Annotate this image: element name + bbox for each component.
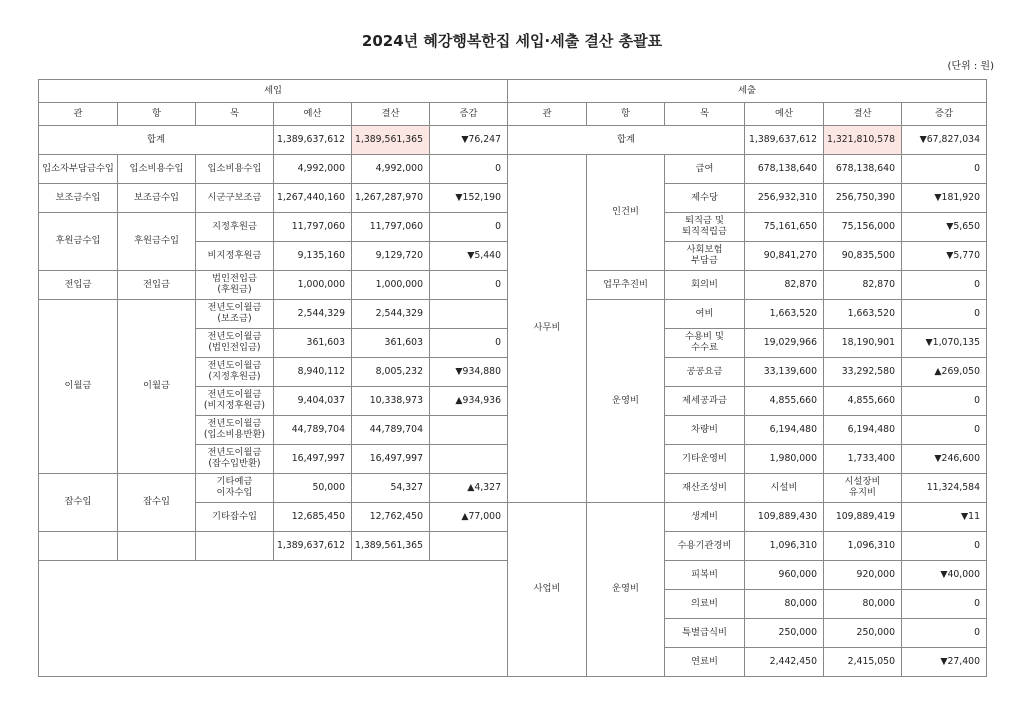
income-budget: 11,797,060 [274, 213, 352, 242]
expense-mok: 여비 [665, 300, 745, 329]
income-gwan: 전입금 [39, 271, 118, 300]
expense-mok: 급여 [665, 155, 745, 184]
income-budget: 16,497,997 [274, 445, 352, 474]
expense-settlement: 920,000 [824, 561, 902, 590]
col-header-budget: 예산 [745, 103, 824, 126]
expense-budget: 109,889,430 [745, 503, 824, 532]
expense-mok: 피복비 [665, 561, 745, 590]
income-budget: 1,267,440,160 [274, 184, 352, 213]
expense-mok: 특별급식비 [665, 619, 745, 648]
income-hang: 이월금 [118, 300, 196, 474]
expense-mok: 기타운영비 [665, 445, 745, 474]
income-budget: 8,940,112 [274, 358, 352, 387]
income-empty-area [39, 561, 508, 677]
expense-settlement: 33,292,580 [824, 358, 902, 387]
income-diff: ▲934,936 [430, 387, 508, 416]
expense-budget: 960,000 [745, 561, 824, 590]
expense-budget: 6,194,480 [745, 416, 824, 445]
expense-hang: 인건비 [587, 155, 665, 271]
income-gwan: 이월금 [39, 300, 118, 474]
income-budget: 1,000,000 [274, 271, 352, 300]
income-settlement: 1,267,287,970 [352, 184, 430, 213]
col-header-diff: 증감 [902, 103, 987, 126]
income-mok: 전년도이월금 (지정후원금) [196, 358, 274, 387]
expense-hang: 업무추진비 [587, 271, 665, 300]
col-header-gwan: 관 [39, 103, 118, 126]
expense-budget: 256,932,310 [745, 184, 824, 213]
expense-diff: 0 [902, 619, 987, 648]
expense-total-label: 합계 [508, 126, 745, 155]
income-settlement: 361,603 [352, 329, 430, 358]
expense-mok: 연료비 [665, 648, 745, 677]
expense-mok: 공공요금 [665, 358, 745, 387]
expense-budget: 75,161,650 [745, 213, 824, 242]
expense-mok: 수용기관경비 [665, 532, 745, 561]
expense-mok: 의료비 [665, 590, 745, 619]
expense-budget: 33,139,600 [745, 358, 824, 387]
col-header-diff: 증감 [430, 103, 508, 126]
income-budget: 50,000 [274, 474, 352, 503]
income-mok: 전년도이월금 (비지정후원금) [196, 387, 274, 416]
expense-header: 세출 [508, 80, 987, 103]
expense-total-budget: 1,389,637,612 [745, 126, 824, 155]
income-diff: 0 [430, 155, 508, 184]
income-mok: 기타예금 이자수입 [196, 474, 274, 503]
settlement-table [38, 79, 987, 677]
income-budget: 9,135,160 [274, 242, 352, 271]
income-mok: 법인전입금 (후원금) [196, 271, 274, 300]
expense-budget: 1,096,310 [745, 532, 824, 561]
expense-settlement: 80,000 [824, 590, 902, 619]
income-diff: ▲4,327 [430, 474, 508, 503]
expense-gwan: 사업비 [508, 503, 587, 677]
expense-settlement: 250,000 [824, 619, 902, 648]
income-gwan: 잡수입 [39, 474, 118, 532]
col-header-gwan: 관 [508, 103, 587, 126]
expense-total-settlement: 1,321,810,578 [824, 126, 902, 155]
expense-diff: 0 [902, 416, 987, 445]
income-settlement: 8,005,232 [352, 358, 430, 387]
expense-diff: ▲269,050 [902, 358, 987, 387]
expense-diff: ▼11 [902, 503, 987, 532]
income-budget: 44,789,704 [274, 416, 352, 445]
col-header-mok: 목 [665, 103, 745, 126]
expense-diff: 0 [902, 300, 987, 329]
expense-hang: 운영비 [587, 503, 665, 677]
expense-budget: 1,663,520 [745, 300, 824, 329]
col-header-settlement: 결산 [352, 103, 430, 126]
expense-settlement: 109,889,419 [824, 503, 902, 532]
expense-settlement: 1,096,310 [824, 532, 902, 561]
expense-diff: ▼181,920 [902, 184, 987, 213]
income-diff: ▼934,880 [430, 358, 508, 387]
expense-settlement: 1,663,520 [824, 300, 902, 329]
unit-label: (단위 : 원) [947, 61, 994, 72]
income-settlement: 54,327 [352, 474, 430, 503]
expense-settlement: 1,733,400 [824, 445, 902, 474]
income-hang: 후원금수입 [118, 213, 196, 271]
income-subtotal-empty [118, 532, 196, 561]
income-header: 세입 [39, 80, 508, 103]
col-header-settlement: 결산 [824, 103, 902, 126]
expense-mok: 차량비 [665, 416, 745, 445]
income-mok: 전년도이월금 (입소비용반환) [196, 416, 274, 445]
expense-hang: 운영비 [587, 300, 665, 503]
expense-settlement: 82,870 [824, 271, 902, 300]
expense-mok: 시설장비 유지비 [824, 474, 902, 503]
income-hang: 전입금 [118, 271, 196, 300]
expense-diff: ▼246,600 [902, 445, 987, 474]
income-subtotal-budget: 1,389,637,612 [274, 532, 352, 561]
expense-mok: 제수당 [665, 184, 745, 213]
income-subtotal-empty [430, 532, 508, 561]
income-mok: 입소비용수입 [196, 155, 274, 184]
expense-diff: ▼5,650 [902, 213, 987, 242]
income-settlement: 12,762,450 [352, 503, 430, 532]
expense-budget: 82,870 [745, 271, 824, 300]
expense-mok: 수용비 및 수수료 [665, 329, 745, 358]
expense-budget: 2,442,450 [745, 648, 824, 677]
col-header-hang: 항 [118, 103, 196, 126]
expense-settlement: 256,750,390 [824, 184, 902, 213]
expense-mok: 사회보험 부담금 [665, 242, 745, 271]
income-settlement: 2,544,329 [352, 300, 430, 329]
expense-budget: 4,855,660 [745, 387, 824, 416]
income-gwan: 입소자부담금수입 [39, 155, 118, 184]
income-gwan: 후원금수입 [39, 213, 118, 271]
expense-settlement: 4,855,660 [824, 387, 902, 416]
expense-diff: ▼40,000 [902, 561, 987, 590]
income-diff [430, 445, 508, 474]
expense-budget: 1,980,000 [745, 445, 824, 474]
expense-diff: 0 [902, 271, 987, 300]
expense-settlement: 6,194,480 [824, 416, 902, 445]
income-diff [430, 416, 508, 445]
income-hang: 잡수입 [118, 474, 196, 532]
income-settlement: 10,338,973 [352, 387, 430, 416]
income-diff: 0 [430, 271, 508, 300]
income-hang: 보조금수입 [118, 184, 196, 213]
income-total-diff: ▼76,247 [430, 126, 508, 155]
income-diff: ▲77,000 [430, 503, 508, 532]
expense-gwan: 재산조성비 [665, 474, 745, 503]
expense-mok: 회의비 [665, 271, 745, 300]
expense-diff: 0 [902, 590, 987, 619]
expense-settlement: 18,190,901 [824, 329, 902, 358]
income-settlement: 9,129,720 [352, 242, 430, 271]
expense-budget: 90,841,270 [745, 242, 824, 271]
income-diff [430, 300, 508, 329]
expense-settlement: 678,138,640 [824, 155, 902, 184]
expense-diff: ▼5,770 [902, 242, 987, 271]
income-total-settlement: 1,389,561,365 [352, 126, 430, 155]
expense-diff: 0 [902, 387, 987, 416]
col-header-budget: 예산 [274, 103, 352, 126]
income-budget: 2,544,329 [274, 300, 352, 329]
income-total-budget: 1,389,637,612 [274, 126, 352, 155]
income-mok: 시군구보조금 [196, 184, 274, 213]
expense-budget: 19,029,966 [745, 329, 824, 358]
income-mok: 지정후원금 [196, 213, 274, 242]
income-diff: 0 [430, 329, 508, 358]
income-budget: 12,685,450 [274, 503, 352, 532]
income-budget: 9,404,037 [274, 387, 352, 416]
income-diff: ▼5,440 [430, 242, 508, 271]
income-hang: 입소비용수입 [118, 155, 196, 184]
expense-hang: 시설비 [745, 474, 824, 503]
expense-mok: 퇴직금 및 퇴직적립금 [665, 213, 745, 242]
income-subtotal-empty [196, 532, 274, 561]
income-budget: 361,603 [274, 329, 352, 358]
expense-total-diff: ▼67,827,034 [902, 126, 987, 155]
expense-budget: 11,324,584 [902, 474, 987, 503]
income-budget: 4,992,000 [274, 155, 352, 184]
expense-mok: 제세공과금 [665, 387, 745, 416]
income-diff: 0 [430, 213, 508, 242]
income-gwan: 보조금수입 [39, 184, 118, 213]
page-title: 2024년 혜강행복한집 세입·세출 결산 총괄표 [361, 32, 663, 50]
income-mok: 전년도이월금 (잡수입반환) [196, 445, 274, 474]
expense-gwan: 사무비 [508, 155, 587, 503]
col-header-mok: 목 [196, 103, 274, 126]
income-mok: 기타잡수입 [196, 503, 274, 532]
income-mok: 전년도이월금 (보조금) [196, 300, 274, 329]
income-diff: ▼152,190 [430, 184, 508, 213]
income-subtotal-empty [39, 532, 118, 561]
expense-diff: ▼1,070,135 [902, 329, 987, 358]
expense-diff: ▼27,400 [902, 648, 987, 677]
income-settlement: 11,797,060 [352, 213, 430, 242]
expense-diff: 0 [902, 532, 987, 561]
expense-settlement: 90,835,500 [824, 242, 902, 271]
expense-budget: 80,000 [745, 590, 824, 619]
income-settlement: 1,000,000 [352, 271, 430, 300]
income-subtotal-settlement: 1,389,561,365 [352, 532, 430, 561]
income-settlement: 16,497,997 [352, 445, 430, 474]
expense-mok: 생계비 [665, 503, 745, 532]
income-settlement: 44,789,704 [352, 416, 430, 445]
income-settlement: 4,992,000 [352, 155, 430, 184]
expense-settlement: 2,415,050 [824, 648, 902, 677]
expense-budget: 678,138,640 [745, 155, 824, 184]
col-header-hang: 항 [587, 103, 665, 126]
income-mok: 비지정후원금 [196, 242, 274, 271]
expense-diff: 0 [902, 155, 987, 184]
income-total-label: 합계 [39, 126, 274, 155]
income-mok: 전년도이월금 (법인전입금) [196, 329, 274, 358]
expense-budget: 250,000 [745, 619, 824, 648]
expense-settlement: 75,156,000 [824, 213, 902, 242]
